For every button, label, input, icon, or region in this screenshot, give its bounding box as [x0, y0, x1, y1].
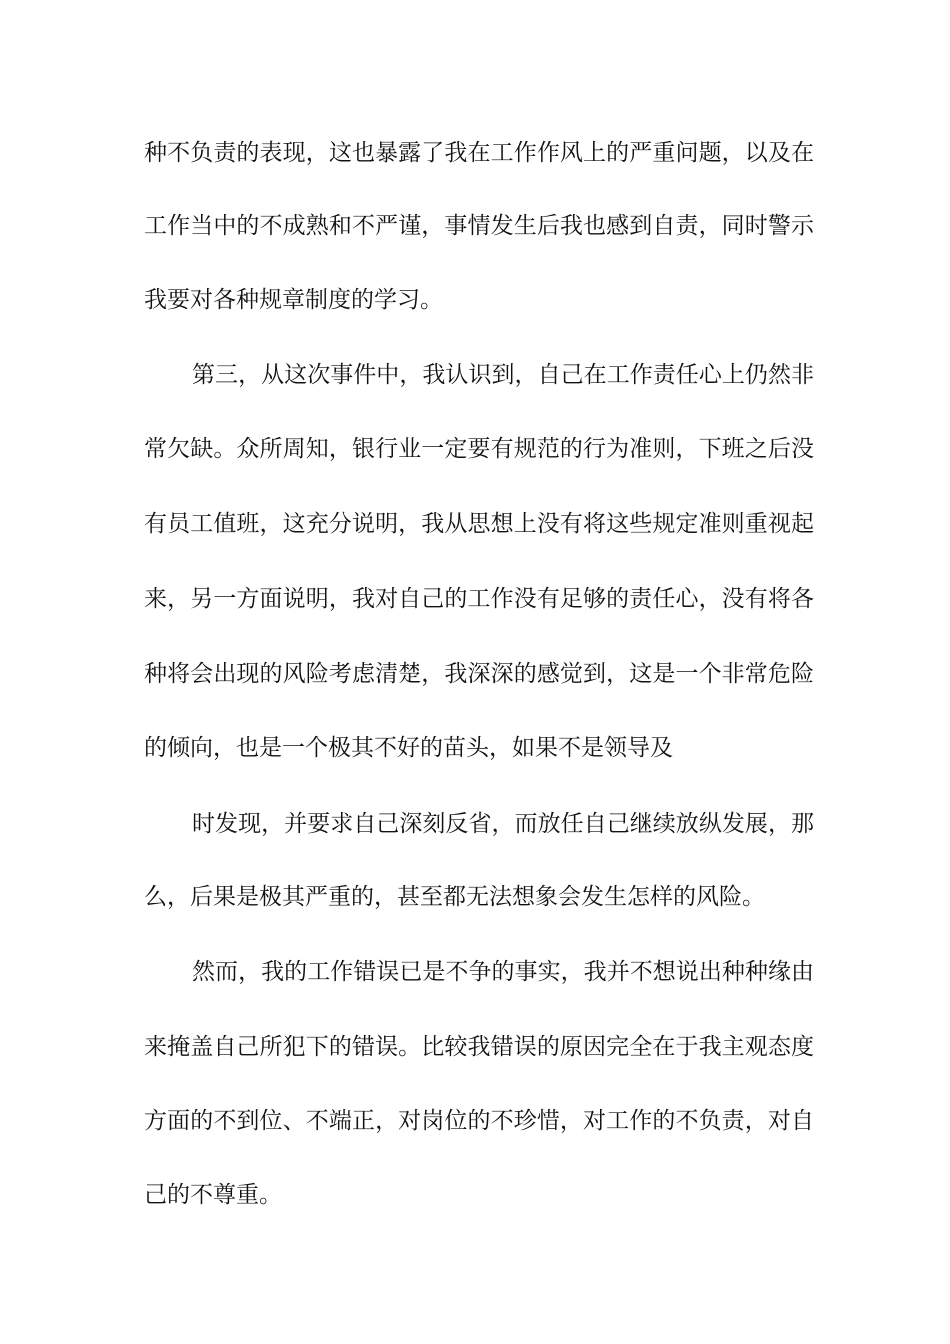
text-line: 常欠缺。众所周知，银行业一定要有规范的行为准则，下班之后没: [144, 436, 814, 462]
text-line: 来，另一方面说明，我对自己的工作没有足够的责任心，没有将各: [144, 586, 814, 612]
text-line: 己的不尊重。: [144, 1182, 282, 1208]
text-line: 工作当中的不成熟和不严谨，事情发生后我也感到自责，同时警示: [144, 213, 814, 239]
text-line: 么，后果是极其严重的，甚至都无法想象会发生怎样的风险。: [144, 884, 765, 910]
text-line: 的倾向，也是一个极其不好的苗头，如果不是领导及: [144, 735, 673, 761]
text-line: 我要对各种规章制度的学习。: [144, 287, 443, 313]
text-line: 有员工值班，这充分说明，我从思想上没有将这些规定准则重视起: [144, 511, 814, 537]
text-line: 来掩盖自己所犯下的错误。比较我错误的原因完全在于我主观态度: [144, 1034, 814, 1060]
text-line: 方面的不到位、不端正，对岗位的不珍惜，对工作的不负责，对自: [144, 1108, 814, 1134]
text-line: 种不负责的表现，这也暴露了我在工作作风上的严重问题，以及在: [144, 140, 814, 166]
text-line: 种将会出现的风险考虑清楚，我深深的感觉到，这是一个非常危险: [144, 661, 814, 687]
paragraph-start-line: 然而，我的工作错误已是不争的事实，我并不想说出种种缘由: [192, 959, 814, 985]
paragraph-start-line: 时发现，并要求自己深刻反省，而放任自己继续放纵发展，那: [192, 811, 814, 837]
paragraph-start-line: 第三，从这次事件中，我认识到，自己在工作责任心上仍然非: [192, 362, 814, 388]
